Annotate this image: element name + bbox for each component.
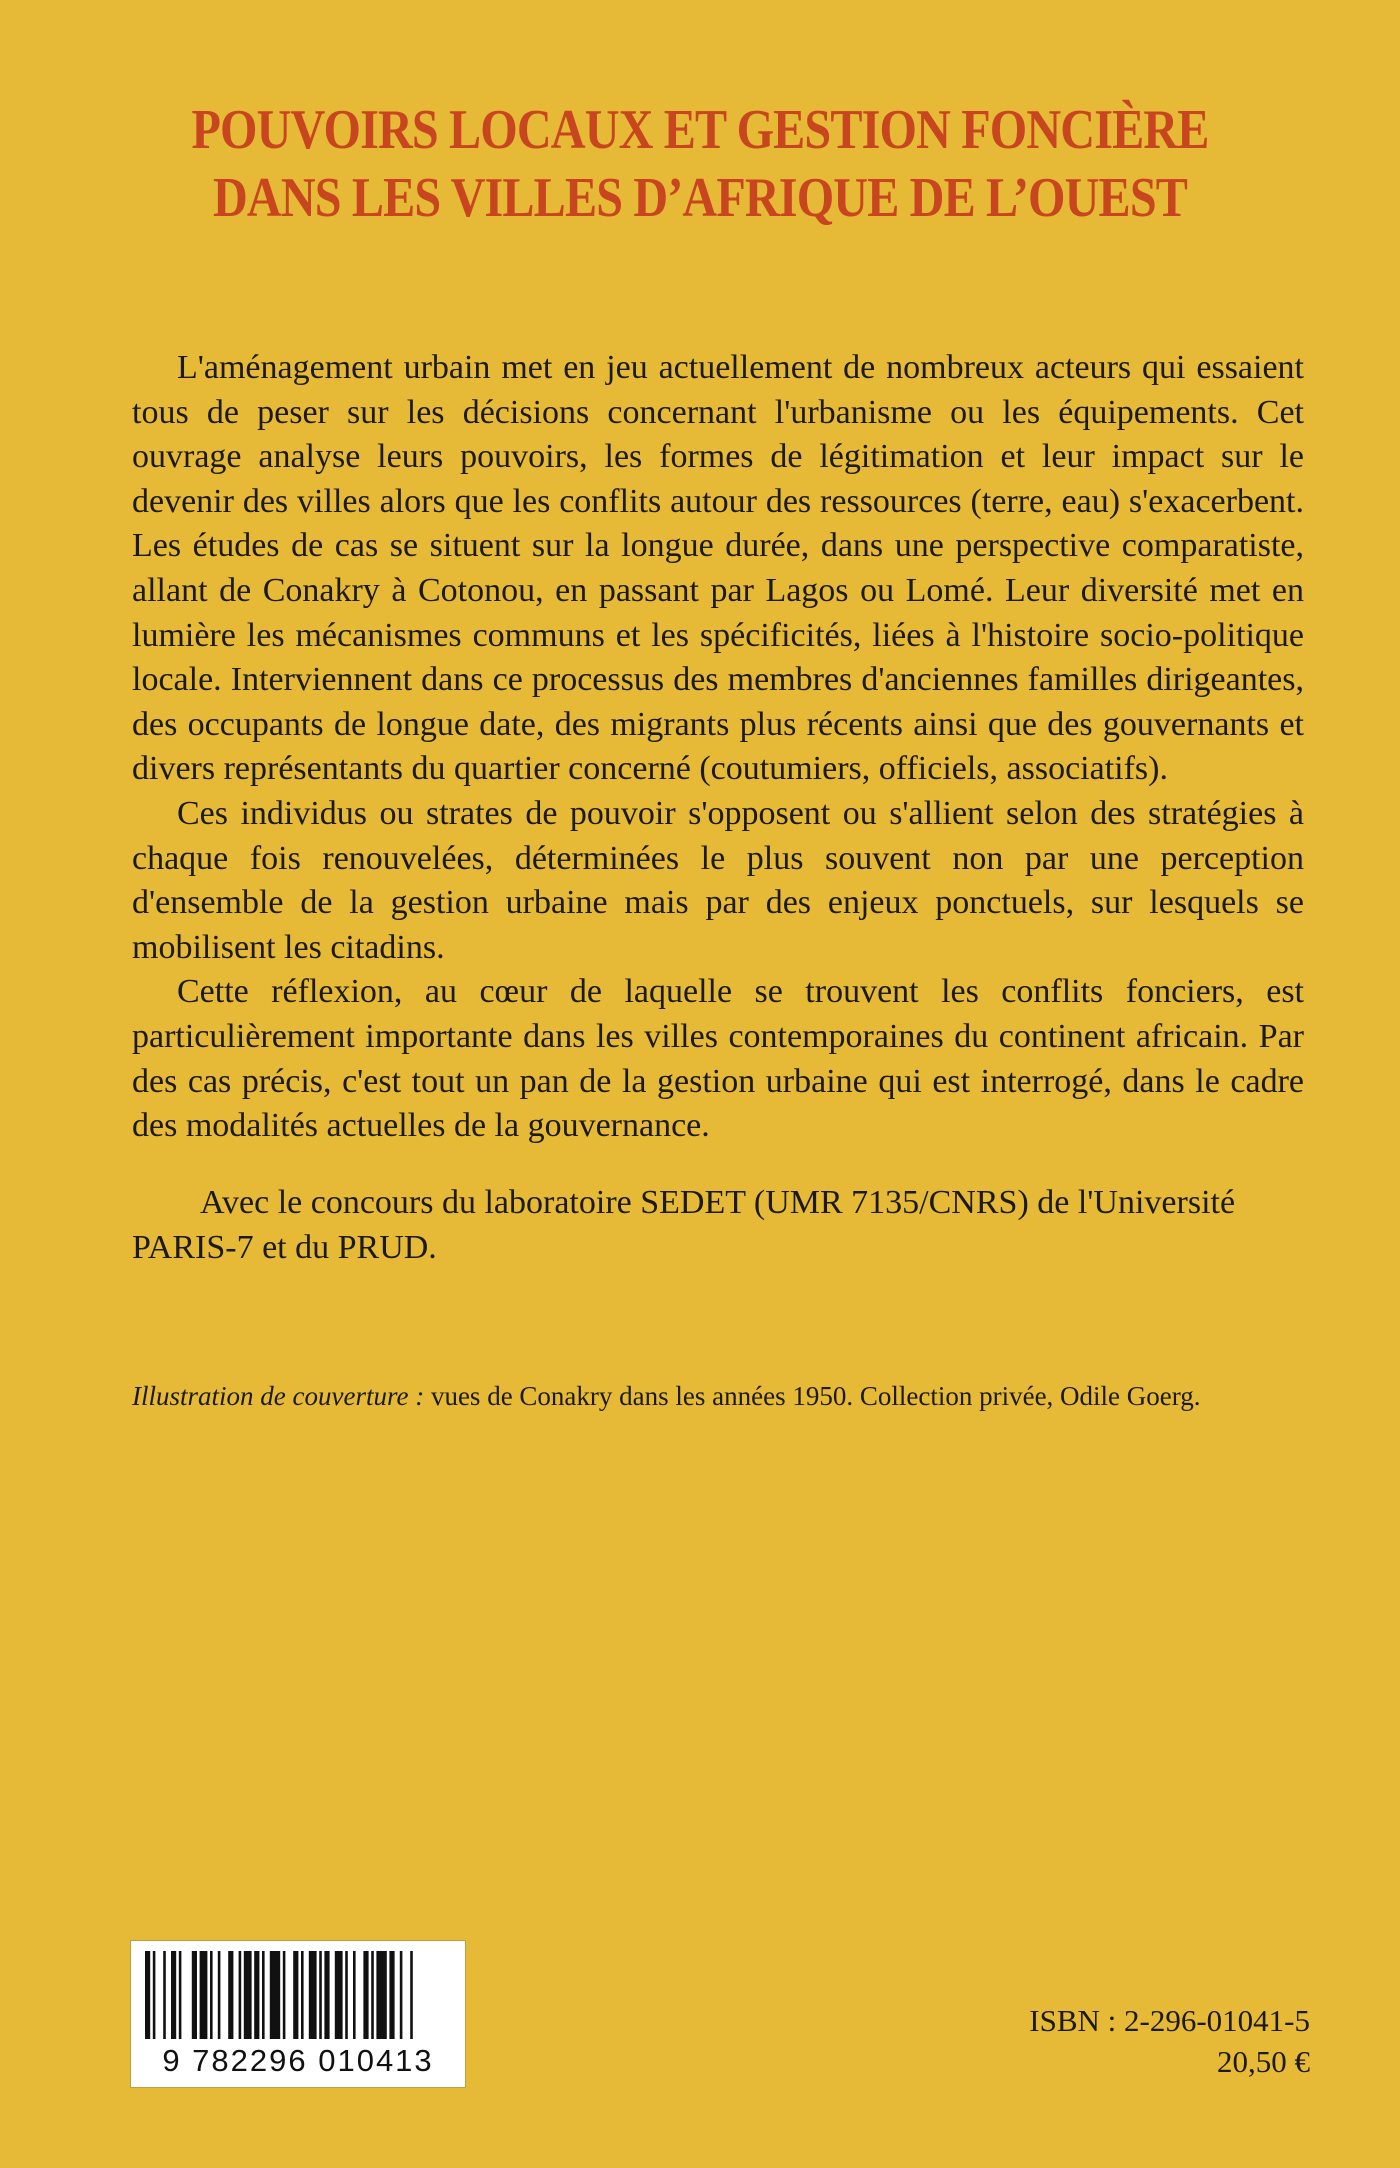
barcode-bar [335, 1951, 343, 2039]
barcode-bar [228, 1951, 233, 2039]
price: 20,50 € [1217, 2044, 1310, 2079]
sponsor-note: Avec le concours du laboratoire SEDET (UMR 7135/CNRS) de l'Université PARIS-7 et du PRUD. [132, 1184, 1236, 1266]
blurb-paragraph-2: Ces individus ou strates de pouvoir s'opposent ou s'allient selon des stratégies à chaque fois renouvelées, déterminées le plus souvent non par une perception d'ensemble de la gestion urbaine mais par des enjeux ponctuels, sur lesquels se mobilisent les citadins. [132, 794, 1304, 966]
barcode-bar [145, 1951, 150, 2039]
barcode-bar [262, 1951, 265, 2039]
barcode-bar [218, 1951, 221, 2039]
barcode-bar [345, 1951, 348, 2039]
barcode-bar [324, 1951, 329, 2039]
barcode-bar [389, 1951, 394, 2039]
barcode-bar [363, 1951, 368, 2039]
barcode-bar [283, 1951, 286, 2039]
blurb-paragraph-1: L'aménagement urbain met en jeu actuellement de nombreux acteurs qui essaient tous de peser sur les décisions concernant l'urbanisme ou les équipements. Cet ouvrage analyse leurs pouvoirs, les formes de légitimation et leur impact sur le devenir des villes alors que les conflits autour des ressources (terre, eau) s'exacerbent. Les études de cas se situent sur la longue durée, dans une perspective comparatiste, allant de Conakry à Cotonou, en passant par Lagos ou Lomé. Leur diversité met en lumière les mécanismes communs et les spécificités, liées à l'histoire socio-politique locale. Interviennent dans ce processus des membres d'anciennes familles dirigeantes, des occupants de longue date, des migrants plus récents ainsi que des gouvernants et divers représentants du quartier concerné (coutumiers, officiels, associatifs). [132, 349, 1304, 788]
book-title [98, 96, 1302, 232]
barcode-bar [301, 1951, 304, 2039]
isbn: ISBN : 2-296-01041-5 [1029, 2003, 1310, 2038]
blurb-paragraph-3: Cette réflexion, au cœur de laquelle se trouvent les conflits fonciers, est particulièrement importante dans les villes contemporaines du continent africain. Par des cas précis, c'est tout un pan de la gestion urbaine qui est interrogé, dans le cadre des modalités actuelles de la gouvernance. [132, 973, 1304, 1145]
barcode-bars [131, 1941, 465, 2045]
barcode-digits: 9 782296 010413 [162, 2043, 434, 2078]
barcode-bar [239, 1951, 242, 2039]
barcode-bar [319, 1951, 322, 2039]
barcode-bar [293, 1951, 298, 2039]
barcode [130, 1940, 466, 2088]
barcode-bar [270, 1951, 280, 2039]
illustration-text: vues de Conakry dans les années 1950. Collection privée, Odile Goerg. [424, 1381, 1201, 1411]
barcode-bar [410, 1951, 413, 2039]
barcode-bar [153, 1951, 156, 2039]
barcode-bar [244, 1951, 252, 2039]
barcode-bar [371, 1951, 374, 2039]
barcode-bar [163, 1951, 166, 2039]
barcode-bar [200, 1951, 208, 2039]
cover-illustration-credit [132, 1378, 1332, 1414]
illustration-label: Illustration de couverture : [132, 1381, 425, 1411]
barcode-bar [376, 1951, 386, 2039]
barcode-bar [192, 1951, 197, 2039]
title-line-1: POUVOIRS LOCAUX ET GESTION FONCIÈRE [191, 99, 1209, 161]
title-line-2: DANS LES VILLES D’AFRIQUE DE L’OUEST [212, 167, 1188, 229]
barcode-bar [171, 1951, 176, 2039]
barcode-bar [254, 1951, 259, 2039]
back-cover-blurb [132, 346, 1304, 1149]
barcode-bar [353, 1951, 356, 2039]
barcode-bar [309, 1951, 317, 2039]
barcode-bar [210, 1951, 213, 2039]
barcode-bar [179, 1951, 182, 2039]
barcode-bar [400, 1951, 403, 2039]
